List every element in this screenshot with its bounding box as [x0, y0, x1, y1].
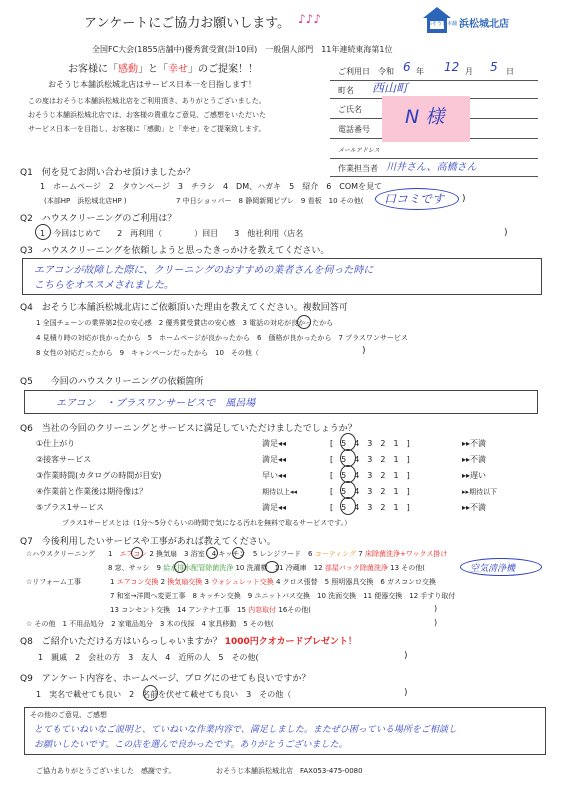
q6-row3-label: ③作業時間(カタログの時間が目安): [36, 471, 162, 480]
store-name: 浜松城北店: [459, 19, 509, 30]
q9-title: Q9 アンケート内容を、ホームページ、ブログにのせても良いですか？: [20, 674, 311, 684]
q7-hc-circle-4: [206, 547, 218, 559]
q6-row5-circle: [340, 497, 356, 515]
year-unit: 年: [416, 67, 424, 76]
q5-answer: エアコン ・プラスワンサービスで 風呂場: [56, 398, 256, 409]
q7-rf-line1: [110, 577, 436, 587]
footer-thanks: ご協力ありがとうございました 感謝です。: [36, 767, 176, 775]
proposal-mid: 」と「: [138, 64, 168, 75]
q6-title: Q6 当社の今回のクリーニングとサービスに満足していただけましたでしょうか？: [20, 424, 357, 434]
q6-row1-right: ▸▸不満: [462, 439, 487, 448]
q6-row2-scale: [ 5 4 3 2 1 ]: [330, 455, 410, 464]
q7-hc-label: ☆ハウスクリーニング: [26, 550, 95, 558]
q7-title: Q7 今後利用したいサービスや工事があれば教えてください。: [20, 537, 276, 547]
q9-close-paren: ): [404, 688, 408, 698]
q6-row3-left: 早い◂◂: [262, 471, 287, 480]
q1-answer-circle: [375, 188, 459, 210]
q6-row5-scale: [ 5 4 3 2 1 ]: [330, 503, 410, 512]
q7-other: ☆ その他 1 不用品処分 2 家電品処分 3 木の伐採 4 家具移動 5 その他(: [26, 620, 274, 628]
q6-row5-left: 満足◂◂: [262, 503, 287, 512]
town-value: 西山町: [372, 81, 409, 95]
q1-options-1: 1 ホームページ 2 タウンページ 3 チラシ 4 DM、ハガキ 5 紹介 6 COMを見て: [40, 182, 383, 191]
survey-title: アンケートにご協力お願いします。: [84, 16, 291, 31]
q1-title: Q1 何を見てお問い合わせ頂けましたか？: [20, 168, 195, 178]
q7-hc-line1: [108, 549, 447, 559]
day-unit: 日: [506, 67, 514, 76]
proposal-kando: 感動: [118, 64, 138, 75]
date-month: 12: [444, 60, 460, 74]
q7-hc-coating: コーティング: [314, 550, 357, 558]
q8-options: 1 親戚 2 会社の方 3 友人 4 近所の人 5 その他(: [38, 653, 259, 662]
q7-hc-pipe: 給水排水配管除菌洗浄: [163, 564, 234, 572]
q5-title: Q5 今回のハウスクリーニングの依頼箇所: [20, 377, 204, 387]
q2-answer-circle: [35, 224, 51, 240]
slogan: おそうじ本舗浜松城北店はサービス日本一を目指します！: [48, 80, 256, 89]
q7-hc1e: 7: [358, 550, 363, 558]
q6-row2-left: 満足◂◂: [262, 455, 287, 464]
q6-row4-right: ▸▸期待以下: [462, 488, 498, 496]
q6-row1-label: ①仕上がり: [36, 439, 76, 448]
music-notes: ♪♪♪: [298, 12, 321, 26]
q7-rf3c: 16その他(: [278, 606, 312, 614]
q7-hc-floor: 床除菌洗浄+ワックス掛け: [364, 550, 448, 558]
date-day: 5: [490, 60, 498, 74]
q2-close-paren: ): [504, 228, 508, 238]
q7-rf3a: 13 コンセント交換 14 アンテナ工事 15: [110, 606, 246, 614]
month-unit: 月: [465, 67, 473, 76]
q2-options: 1 今回はじめて 2 再利用（ ）回目 3 他社利用（店名: [40, 229, 304, 238]
q6-row2-right: ▸▸不満: [462, 455, 487, 464]
intro-line-3: サービス日本一を目指し、お客様に「感動」と「幸せ」をご提案致します。: [28, 125, 266, 133]
staff-label: 作業担当者: [338, 164, 378, 173]
q7-rf1a: 1: [110, 578, 115, 586]
q7-rf-line2: 7 和室→洋間へ変更工事 8 キッチン交換 9 ユニットバス交換 10 洗面交換 11 便器交換 12 手すり取付: [110, 592, 456, 600]
q6-note: プラス1サービスとは（1分～5分ぐらいの時間で気になる汚れを無料で取るサービスです。）: [62, 519, 352, 527]
q7-hc-other-answer: 空気清浄機: [470, 564, 516, 574]
reiwa-label: 令和: [378, 67, 394, 76]
town-label: 町名: [338, 86, 354, 95]
proposal-suffix: 」のご提案！！: [188, 64, 258, 75]
q6-row5-right: ▸▸不満: [462, 503, 487, 512]
q6-row1-scale: [ 5 4 3 2 1 ]: [330, 439, 410, 448]
comments-line1: とてもていねいなご説明と、ていねいな作業内容で、満足しました。またぜひ困っている場所をご相談し: [34, 725, 457, 735]
q7-hc2e: 13 その他(: [390, 564, 425, 572]
proposal-shiawase: 幸せ: [168, 64, 188, 75]
q2-title: Q2 ハウスクリーニングのご利用は？: [20, 214, 177, 224]
q6-row3-scale: [ 5 4 3 2 1 ]: [330, 471, 410, 480]
q7-rf-label: ☆リフォーム工事: [26, 578, 81, 586]
q7-hc-circle-2: [131, 547, 143, 559]
award-line: 全国FC大会(1855店舗中)優秀賞受賞(計10回) 一般個人部門 11年連続東海第1位: [92, 45, 393, 54]
q7-rf1g: 4 クロス張替 5 照明器具交換 6 ガスコンロ交換: [275, 578, 437, 586]
q3-answer-line2: こちらをオススメされました。: [34, 280, 174, 291]
q4-options-3: 8 女性の対応だったから 9 キャンペーンだったから 10 その他（: [36, 349, 259, 357]
q3-title: Q3 ハウスクリーニングを依頼しようと思ったきっかけを教えてください。: [20, 246, 330, 256]
q6-row2-label: ②接客サービス: [36, 455, 92, 464]
email-label: メールアドレス: [338, 147, 380, 154]
q4-options-1: 1 全国チェーンの業界第2位の安心感 2 優秀賞受賞店の安心感 3 電話の対応が良かったから: [36, 319, 334, 327]
footer-store: おそうじ本舗浜松城北店 FAX053-475-0080: [216, 767, 363, 775]
customer-name: N 様: [405, 106, 445, 128]
q7-hc-room: 部屋バック除菌洗浄: [324, 564, 388, 572]
date-label: ご利用日: [338, 67, 370, 76]
intro-line-2: おそうじ本舗浜松城北店では、お客様の貴重なご意見、ご感想をいただいた: [28, 111, 266, 119]
q9-answer-circle: [143, 685, 158, 701]
q1-options-2a: (本部HP 浜松城北店HP ): [44, 197, 127, 205]
q6-row4-scale: [ 5 4 3 2 1 ]: [330, 487, 410, 496]
q7-hc-circle-9: [174, 561, 186, 573]
q8-title-text: Q8 ご紹介いただける方はいらっしゃいますか？: [20, 637, 222, 647]
q7-hc1a: 1: [108, 550, 120, 558]
q7-hc-aircon: エアコン: [119, 550, 148, 558]
comments-line2: お願いしたいです。この店を選んで良かったです。ありがとうございました。: [34, 740, 348, 750]
q6-row4-label: ④作業前と作業後は期待像は？: [36, 487, 148, 496]
date-year: 6: [403, 60, 411, 74]
q1-answer: 口コミです: [384, 192, 445, 206]
q6-row4-left: 期待以上◂◂: [262, 488, 298, 496]
staff-value: 川井さん、高橋さん: [386, 162, 477, 173]
q9-options: 1 実名で載せても良い 2 名前を伏せて載せても良い 3 その他（: [36, 690, 292, 699]
q3-answer-line1: エアコンが故障した際に、クリーニングのおすすめの業者さんを伺った時に: [34, 265, 374, 276]
q7-hc2a: 8 窓、サッシ 9: [108, 564, 161, 572]
proposal-prefix: お客様に「: [68, 64, 118, 75]
q6-row5-label: ⑤プラス1サービス: [36, 503, 105, 512]
q1-close-paren: ): [462, 194, 466, 204]
logo-text: おそうじ本舗: [427, 21, 458, 27]
q7-hc-other-circle: [460, 558, 542, 576]
proposal-line: [68, 60, 258, 75]
q7-other-close-paren: ): [434, 618, 438, 627]
q8-close-paren: ): [404, 651, 408, 661]
intro-line-1: この度はおそうじ本舗浜松城北店をご利用頂き、ありがとうございました。: [28, 97, 266, 105]
phone-label: 電話番号: [338, 125, 370, 134]
q7-rf-aircon: エアコン交換: [116, 578, 159, 586]
q4-close-paren: ): [362, 346, 366, 356]
q7-rf-washlet: ウォシュレット交換: [211, 578, 274, 586]
q7-rf1c: 2: [160, 578, 166, 586]
q7-rf-close-paren: ): [434, 604, 438, 613]
q7-rf1e: 3: [204, 578, 209, 586]
q4-answer-circle: [297, 315, 311, 329]
q7-hc1c: 2 換気扇 3 浴室 4 キッチン 5 レンジフード 6: [149, 550, 313, 558]
q8-title: [20, 634, 357, 647]
name-label: ご氏名: [338, 105, 362, 114]
q8-present: 1000円クオカードプレゼント！: [224, 637, 357, 647]
q7-rf-line3: [110, 605, 311, 615]
comments-label: その他のご意見、ご感想: [30, 711, 107, 719]
q7-rf-fan: 換気扇交換: [167, 578, 203, 586]
q1-options-2b: 7 中日ショッパー 8 静岡新聞ピプレ 9 看板 10 その他(: [176, 197, 364, 205]
q4-title: Q4 おそうじ本舗浜松城北店にご依頼頂いた理由を教えてください。複数回答可: [20, 303, 348, 313]
q7-hc-circle-10: [265, 561, 279, 573]
q7-hc-circle-5: [232, 547, 244, 559]
q4-options-2: 4 見積り時の対応が良かったから 5 ホームページが良かったから 6 価格が良かったから 7 プラスワンサービス: [36, 334, 408, 342]
q7-rf-window: 内窓取付: [248, 606, 277, 614]
q7-hc2c: 10 洗濯機 11 冷蔵庫 12: [235, 564, 323, 572]
q6-row3-right: ▸▸遅い: [462, 471, 487, 480]
q6-row1-left: 満足◂◂: [262, 439, 287, 448]
